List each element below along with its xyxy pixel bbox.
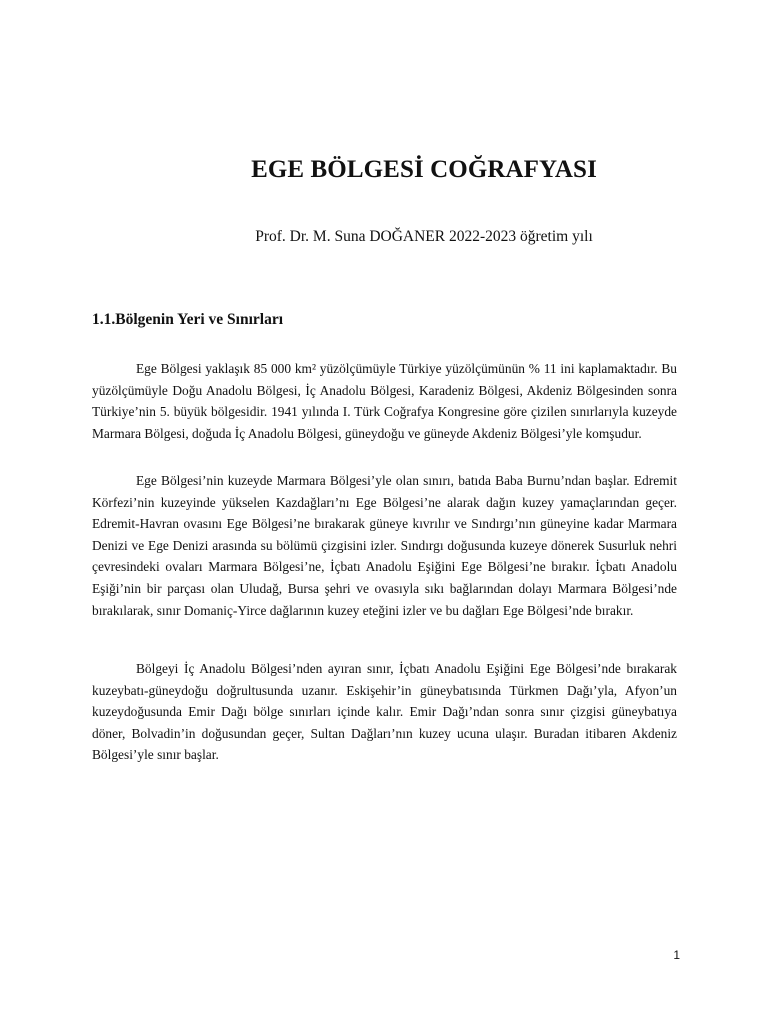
- paragraph-3: [92, 658, 677, 766]
- paragraph-2-text: Ege Bölgesi’nin kuzeyde Marmara Bölgesi’yle olan sınırı, batıda Baba Burnu’ndan başlar. Edremit Körfezi’nin kuzeyinde yükselen Kazdağları’nı Ege Bölgesi’ne alarak dağın kuzey yamaçlarından geçer. Edremit-Havran ovasını Ege Bölgesi’ne bırakarak güneye kıvrılır ve Sındırgı’nın güneyine kadar Marmara Denizi ve Ege Denizi arasında su bölümü çizgisini izler. Sındırgı doğusunda kuzeye dönerek Susurluk nehri çevresindeki ovaları Marmara Bölgesi’ne, İçbatı Anadolu Eşiğini Ege Bölgesi’ne bırakır. İçbatı Anadolu Eşiği’nin bir parçası olan Uludağ, Bursa şehri ve ovasıyla sıkı bağlarından dolayı Marmara Bölgesi’nde bırakılarak, sınır Domaniç-Yirce dağlarının kuzey eteğini izler ve bu dağları Ege Bölgesi’nde bırakır.: [92, 473, 677, 618]
- paragraph-1: [92, 358, 677, 444]
- paragraph-3-text: Bölgeyi İç Anadolu Bölgesi’nden ayıran sınır, İçbatı Anadolu Eşiğini Ege Bölgesi’nde bırakarak kuzeybatı-güneydoğu doğrultusunda uzanır. Eskişehir’in güneybatısında Türkmen Dağı’yla, Afyon’un kuzeydoğusunda Emir Dağı bölge sınırları içinde kalır. Emir Dağı’ndan sonra sınır çizgisi güneybatıya döner, Bolvadin’in doğusundan geçer, Sultan Dağları’nın kuzey ucuna ulaşır. Buradan itibaren Akdeniz Bölgesi’yle sınır başlar.: [92, 661, 677, 763]
- paragraph-2: [92, 470, 677, 621]
- document-title: EGE BÖLGESİ COĞRAFYASI: [251, 156, 597, 183]
- paragraph-1-text: Ege Bölgesi yaklaşık 85 000 km² yüzölçümüyle Türkiye yüzölçümünün % 11 ini kaplamaktadır. Bu yüzölçümüyle Doğu Anadolu Bölgesi, İç Anadolu Bölgesi, Karadeniz Bölgesi, Akdeniz Bölgesinden sonra Türkiye’nin 5. büyük bölgesidir. 1941 yılında I. Türk Coğrafya Kongresine göre çizilen sınırlarıyla kuzeyde Marmara Bölgesi, doğuda İç Anadolu Bölgesi, güneydoğu ve güneyde Akdeniz Bölgesi’yle komşudur.: [92, 361, 677, 441]
- author-line: Prof. Dr. M. Suna DOĞANER 2022-2023 öğretim yılı: [255, 228, 593, 245]
- page-number: 1: [673, 948, 680, 962]
- section-heading: 1.1.Bölgenin Yeri ve Sınırları: [92, 311, 284, 328]
